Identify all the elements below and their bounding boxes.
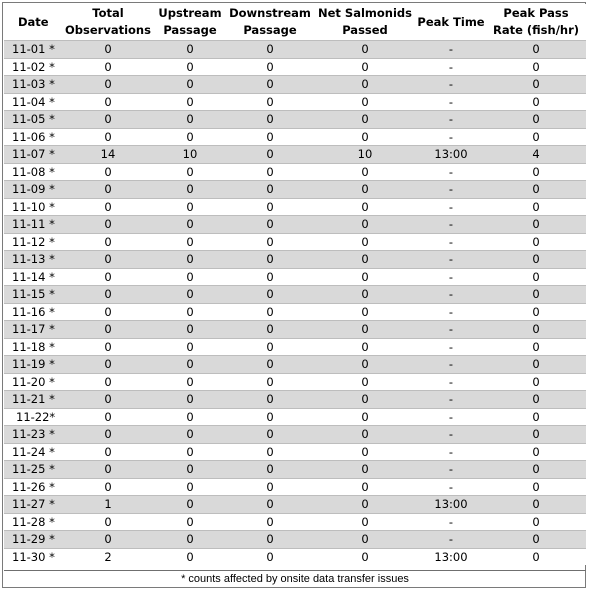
downstream-passage-cell: 0 (226, 548, 314, 565)
peak-time-cell: - (416, 338, 486, 356)
peak-pass-rate-cell: 4 (486, 146, 586, 164)
net-salmonids-cell: 0 (314, 461, 416, 479)
date-cell: 11-08 * (4, 163, 62, 181)
downstream-passage-cell: 0 (226, 233, 314, 251)
peak-time-cell: - (416, 93, 486, 111)
peak-time-cell: - (416, 128, 486, 146)
date-cell: 11-10 * (4, 198, 62, 216)
total-observations-cell: 0 (62, 461, 154, 479)
header-net-salmonids-line2: Passed (342, 23, 388, 37)
upstream-passage-cell: 10 (154, 146, 226, 164)
total-observations-cell: 0 (62, 251, 154, 269)
net-salmonids-cell: 10 (314, 146, 416, 164)
peak-pass-rate-cell: 0 (486, 111, 586, 129)
table-row (4, 531, 586, 549)
peak-time-cell: - (416, 531, 486, 549)
peak-pass-rate-cell: 0 (486, 338, 586, 356)
downstream-passage-cell: 0 (226, 513, 314, 531)
upstream-passage-cell: 0 (154, 496, 226, 514)
downstream-passage-cell: 0 (226, 216, 314, 234)
net-salmonids-cell: 0 (314, 373, 416, 391)
total-observations-cell: 0 (62, 513, 154, 531)
downstream-passage-cell: 0 (226, 58, 314, 76)
total-observations-cell: 0 (62, 198, 154, 216)
peak-time-cell: - (416, 41, 486, 59)
peak-time-cell: - (416, 268, 486, 286)
peak-time-cell: - (416, 408, 486, 426)
peak-pass-rate-cell: 0 (486, 216, 586, 234)
total-observations-cell: 14 (62, 146, 154, 164)
salmon-passage-table (4, 4, 586, 565)
upstream-passage-cell: 0 (154, 286, 226, 304)
date-cell: 11-09 * (4, 181, 62, 199)
date-cell: 11-18 * (4, 338, 62, 356)
total-observations-cell: 0 (62, 181, 154, 199)
table-row (4, 286, 586, 304)
peak-pass-rate-cell: 0 (486, 76, 586, 94)
peak-time-cell: - (416, 373, 486, 391)
date-cell: 11-12 * (4, 233, 62, 251)
upstream-passage-cell: 0 (154, 408, 226, 426)
total-observations-cell: 0 (62, 128, 154, 146)
table-row (4, 356, 586, 374)
downstream-passage-cell: 0 (226, 321, 314, 339)
peak-time-cell: - (416, 111, 486, 129)
net-salmonids-cell: 0 (314, 181, 416, 199)
total-observations-cell: 0 (62, 356, 154, 374)
header-total-observations-line2: Observations (65, 23, 151, 37)
downstream-passage-cell: 0 (226, 198, 314, 216)
date-cell: 11-11 * (4, 216, 62, 234)
table-row (4, 338, 586, 356)
net-salmonids-cell: 0 (314, 76, 416, 94)
table-row (4, 146, 586, 164)
peak-pass-rate-cell: 0 (486, 303, 586, 321)
total-observations-cell: 0 (62, 531, 154, 549)
peak-pass-rate-cell: 0 (486, 163, 586, 181)
table-row (4, 111, 586, 129)
table-row (4, 548, 586, 565)
table-row (4, 478, 586, 496)
upstream-passage-cell: 0 (154, 303, 226, 321)
peak-time-cell: - (416, 391, 486, 409)
downstream-passage-cell: 0 (226, 478, 314, 496)
header-downstream-passage-line2: Passage (243, 23, 297, 37)
net-salmonids-cell: 0 (314, 478, 416, 496)
upstream-passage-cell: 0 (154, 216, 226, 234)
net-salmonids-cell: 0 (314, 303, 416, 321)
date-cell: 11-22* (4, 408, 62, 426)
peak-time-cell: - (416, 181, 486, 199)
upstream-passage-cell: 0 (154, 426, 226, 444)
peak-pass-rate-cell: 0 (486, 321, 586, 339)
date-cell: 11-04 * (4, 93, 62, 111)
peak-time-cell: 13:00 (416, 548, 486, 565)
date-cell: 11-05 * (4, 111, 62, 129)
date-cell: 11-01 * (4, 41, 62, 59)
peak-pass-rate-cell: 0 (486, 268, 586, 286)
table-row (4, 268, 586, 286)
net-salmonids-cell: 0 (314, 58, 416, 76)
net-salmonids-cell: 0 (314, 286, 416, 304)
peak-pass-rate-cell: 0 (486, 478, 586, 496)
upstream-passage-cell: 0 (154, 338, 226, 356)
footnote-divider (4, 570, 586, 571)
downstream-passage-cell: 0 (226, 286, 314, 304)
net-salmonids-cell: 0 (314, 513, 416, 531)
peak-pass-rate-cell: 0 (486, 513, 586, 531)
header-upstream-passage-line2: Passage (163, 23, 217, 37)
header-upstream-passage (154, 4, 226, 41)
net-salmonids-cell: 0 (314, 216, 416, 234)
downstream-passage-cell: 0 (226, 426, 314, 444)
upstream-passage-cell: 0 (154, 356, 226, 374)
total-observations-cell: 1 (62, 496, 154, 514)
table-row (4, 513, 586, 531)
net-salmonids-cell: 0 (314, 128, 416, 146)
peak-pass-rate-cell: 0 (486, 548, 586, 565)
table-row (4, 251, 586, 269)
peak-time-cell: - (416, 216, 486, 234)
peak-time-cell: 13:00 (416, 496, 486, 514)
total-observations-cell: 0 (62, 163, 154, 181)
table-row (4, 233, 586, 251)
peak-time-cell: 13:00 (416, 146, 486, 164)
downstream-passage-cell: 0 (226, 391, 314, 409)
total-observations-cell: 0 (62, 426, 154, 444)
upstream-passage-cell: 0 (154, 391, 226, 409)
upstream-passage-cell: 0 (154, 128, 226, 146)
header-net-salmonids-passed (314, 4, 416, 41)
table-row (4, 41, 586, 59)
total-observations-cell: 0 (62, 373, 154, 391)
upstream-passage-cell: 0 (154, 41, 226, 59)
peak-time-cell: - (416, 513, 486, 531)
header-peak-time: Peak Time (416, 4, 486, 41)
date-cell: 11-07 * (4, 146, 62, 164)
peak-pass-rate-cell: 0 (486, 286, 586, 304)
net-salmonids-cell: 0 (314, 408, 416, 426)
downstream-passage-cell: 0 (226, 496, 314, 514)
peak-time-cell: - (416, 461, 486, 479)
table-row (4, 321, 586, 339)
total-observations-cell: 0 (62, 41, 154, 59)
table-row (4, 181, 586, 199)
peak-pass-rate-cell: 0 (486, 198, 586, 216)
footnote: * counts affected by onsite data transfer issues (181, 573, 409, 585)
peak-pass-rate-cell: 0 (486, 426, 586, 444)
downstream-passage-cell: 0 (226, 76, 314, 94)
header-peak-pass-rate (486, 4, 586, 41)
total-observations-cell: 0 (62, 303, 154, 321)
total-observations-cell: 0 (62, 443, 154, 461)
header-downstream-passage (226, 4, 314, 41)
peak-pass-rate-cell: 0 (486, 461, 586, 479)
downstream-passage-cell: 0 (226, 93, 314, 111)
header-peak-pass-rate-line2: Rate (fish/hr) (492, 23, 580, 37)
downstream-passage-cell: 0 (226, 356, 314, 374)
net-salmonids-cell: 0 (314, 356, 416, 374)
net-salmonids-cell: 0 (314, 111, 416, 129)
peak-pass-rate-cell: 0 (486, 128, 586, 146)
upstream-passage-cell: 0 (154, 321, 226, 339)
date-cell: 11-23 * (4, 426, 62, 444)
table-row (4, 426, 586, 444)
net-salmonids-cell: 0 (314, 251, 416, 269)
downstream-passage-cell: 0 (226, 408, 314, 426)
peak-pass-rate-cell: 0 (486, 93, 586, 111)
peak-pass-rate-cell: 0 (486, 531, 586, 549)
date-cell: 11-17 * (4, 321, 62, 339)
downstream-passage-cell: 0 (226, 163, 314, 181)
total-observations-cell: 0 (62, 58, 154, 76)
date-cell: 11-03 * (4, 76, 62, 94)
table-row (4, 461, 586, 479)
net-salmonids-cell: 0 (314, 268, 416, 286)
total-observations-cell: 0 (62, 76, 154, 94)
peak-time-cell: - (416, 58, 486, 76)
table-row (4, 443, 586, 461)
date-cell: 11-24 * (4, 443, 62, 461)
header-row (4, 4, 586, 41)
total-observations-cell: 0 (62, 93, 154, 111)
upstream-passage-cell: 0 (154, 461, 226, 479)
downstream-passage-cell: 0 (226, 128, 314, 146)
date-cell: 11-02 * (4, 58, 62, 76)
total-observations-cell: 0 (62, 216, 154, 234)
table-body (4, 41, 586, 566)
header-net-salmonids-line1: Net Salmonids (318, 6, 412, 20)
total-observations-cell: 0 (62, 391, 154, 409)
date-cell: 11-30 * (4, 548, 62, 565)
peak-time-cell: - (416, 426, 486, 444)
peak-time-cell: - (416, 286, 486, 304)
downstream-passage-cell: 0 (226, 461, 314, 479)
peak-time-cell: - (416, 198, 486, 216)
header-total-observations (62, 4, 154, 41)
date-cell: 11-27 * (4, 496, 62, 514)
date-cell: 11-06 * (4, 128, 62, 146)
net-salmonids-cell: 0 (314, 163, 416, 181)
downstream-passage-cell: 0 (226, 268, 314, 286)
table-row (4, 216, 586, 234)
peak-pass-rate-cell: 0 (486, 408, 586, 426)
total-observations-cell: 0 (62, 321, 154, 339)
upstream-passage-cell: 0 (154, 268, 226, 286)
peak-pass-rate-cell: 0 (486, 181, 586, 199)
total-observations-cell: 0 (62, 268, 154, 286)
peak-pass-rate-cell: 0 (486, 251, 586, 269)
net-salmonids-cell: 0 (314, 321, 416, 339)
net-salmonids-cell: 0 (314, 41, 416, 59)
peak-pass-rate-cell: 0 (486, 41, 586, 59)
downstream-passage-cell: 0 (226, 41, 314, 59)
peak-pass-rate-cell: 0 (486, 58, 586, 76)
net-salmonids-cell: 0 (314, 443, 416, 461)
peak-time-cell: - (416, 321, 486, 339)
date-cell: 11-25 * (4, 461, 62, 479)
peak-pass-rate-cell: 0 (486, 233, 586, 251)
date-cell: 11-29 * (4, 531, 62, 549)
table-row (4, 76, 586, 94)
upstream-passage-cell: 0 (154, 111, 226, 129)
net-salmonids-cell: 0 (314, 198, 416, 216)
date-cell: 11-13 * (4, 251, 62, 269)
total-observations-cell: 0 (62, 408, 154, 426)
net-salmonids-cell: 0 (314, 391, 416, 409)
peak-time-cell: - (416, 251, 486, 269)
net-salmonids-cell: 0 (314, 233, 416, 251)
net-salmonids-cell: 0 (314, 548, 416, 565)
table-row (4, 93, 586, 111)
peak-pass-rate-cell: 0 (486, 356, 586, 374)
peak-time-cell: - (416, 443, 486, 461)
downstream-passage-cell: 0 (226, 181, 314, 199)
upstream-passage-cell: 0 (154, 163, 226, 181)
upstream-passage-cell: 0 (154, 443, 226, 461)
upstream-passage-cell: 0 (154, 181, 226, 199)
table-row (4, 496, 586, 514)
upstream-passage-cell: 0 (154, 58, 226, 76)
table-row (4, 373, 586, 391)
net-salmonids-cell: 0 (314, 338, 416, 356)
peak-time-cell: - (416, 478, 486, 496)
date-cell: 11-19 * (4, 356, 62, 374)
date-cell: 11-20 * (4, 373, 62, 391)
downstream-passage-cell: 0 (226, 111, 314, 129)
date-cell: 11-26 * (4, 478, 62, 496)
downstream-passage-cell: 0 (226, 373, 314, 391)
downstream-passage-cell: 0 (226, 443, 314, 461)
upstream-passage-cell: 0 (154, 76, 226, 94)
upstream-passage-cell: 0 (154, 93, 226, 111)
downstream-passage-cell: 0 (226, 531, 314, 549)
peak-time-cell: - (416, 356, 486, 374)
peak-pass-rate-cell: 0 (486, 496, 586, 514)
peak-pass-rate-cell: 0 (486, 391, 586, 409)
total-observations-cell: 0 (62, 111, 154, 129)
date-cell: 11-14 * (4, 268, 62, 286)
upstream-passage-cell: 0 (154, 531, 226, 549)
header-downstream-passage-line1: Downstream (229, 6, 311, 20)
net-salmonids-cell: 0 (314, 496, 416, 514)
table-row (4, 198, 586, 216)
header-peak-pass-rate-line1: Peak Pass (503, 6, 569, 20)
table-row (4, 58, 586, 76)
upstream-passage-cell: 0 (154, 513, 226, 531)
date-cell: 11-28 * (4, 513, 62, 531)
total-observations-cell: 2 (62, 548, 154, 565)
table-row (4, 408, 586, 426)
header-upstream-passage-line1: Upstream (158, 6, 222, 20)
upstream-passage-cell: 0 (154, 233, 226, 251)
upstream-passage-cell: 0 (154, 478, 226, 496)
upstream-passage-cell: 0 (154, 548, 226, 565)
total-observations-cell: 0 (62, 286, 154, 304)
upstream-passage-cell: 0 (154, 373, 226, 391)
table-row (4, 391, 586, 409)
net-salmonids-cell: 0 (314, 426, 416, 444)
downstream-passage-cell: 0 (226, 146, 314, 164)
total-observations-cell: 0 (62, 478, 154, 496)
total-observations-cell: 0 (62, 233, 154, 251)
peak-pass-rate-cell: 0 (486, 373, 586, 391)
header-date: Date (4, 4, 62, 41)
total-observations-cell: 0 (62, 338, 154, 356)
upstream-passage-cell: 0 (154, 251, 226, 269)
date-cell: 11-21 * (4, 391, 62, 409)
date-cell: 11-15 * (4, 286, 62, 304)
table-row (4, 303, 586, 321)
peak-time-cell: - (416, 163, 486, 181)
table-row (4, 163, 586, 181)
peak-time-cell: - (416, 233, 486, 251)
downstream-passage-cell: 0 (226, 303, 314, 321)
downstream-passage-cell: 0 (226, 251, 314, 269)
peak-time-cell: - (416, 76, 486, 94)
net-salmonids-cell: 0 (314, 93, 416, 111)
upstream-passage-cell: 0 (154, 198, 226, 216)
date-cell: 11-16 * (4, 303, 62, 321)
header-total-observations-line1: Total (92, 6, 124, 20)
peak-pass-rate-cell: 0 (486, 443, 586, 461)
downstream-passage-cell: 0 (226, 338, 314, 356)
table-row (4, 128, 586, 146)
net-salmonids-cell: 0 (314, 531, 416, 549)
peak-time-cell: - (416, 303, 486, 321)
